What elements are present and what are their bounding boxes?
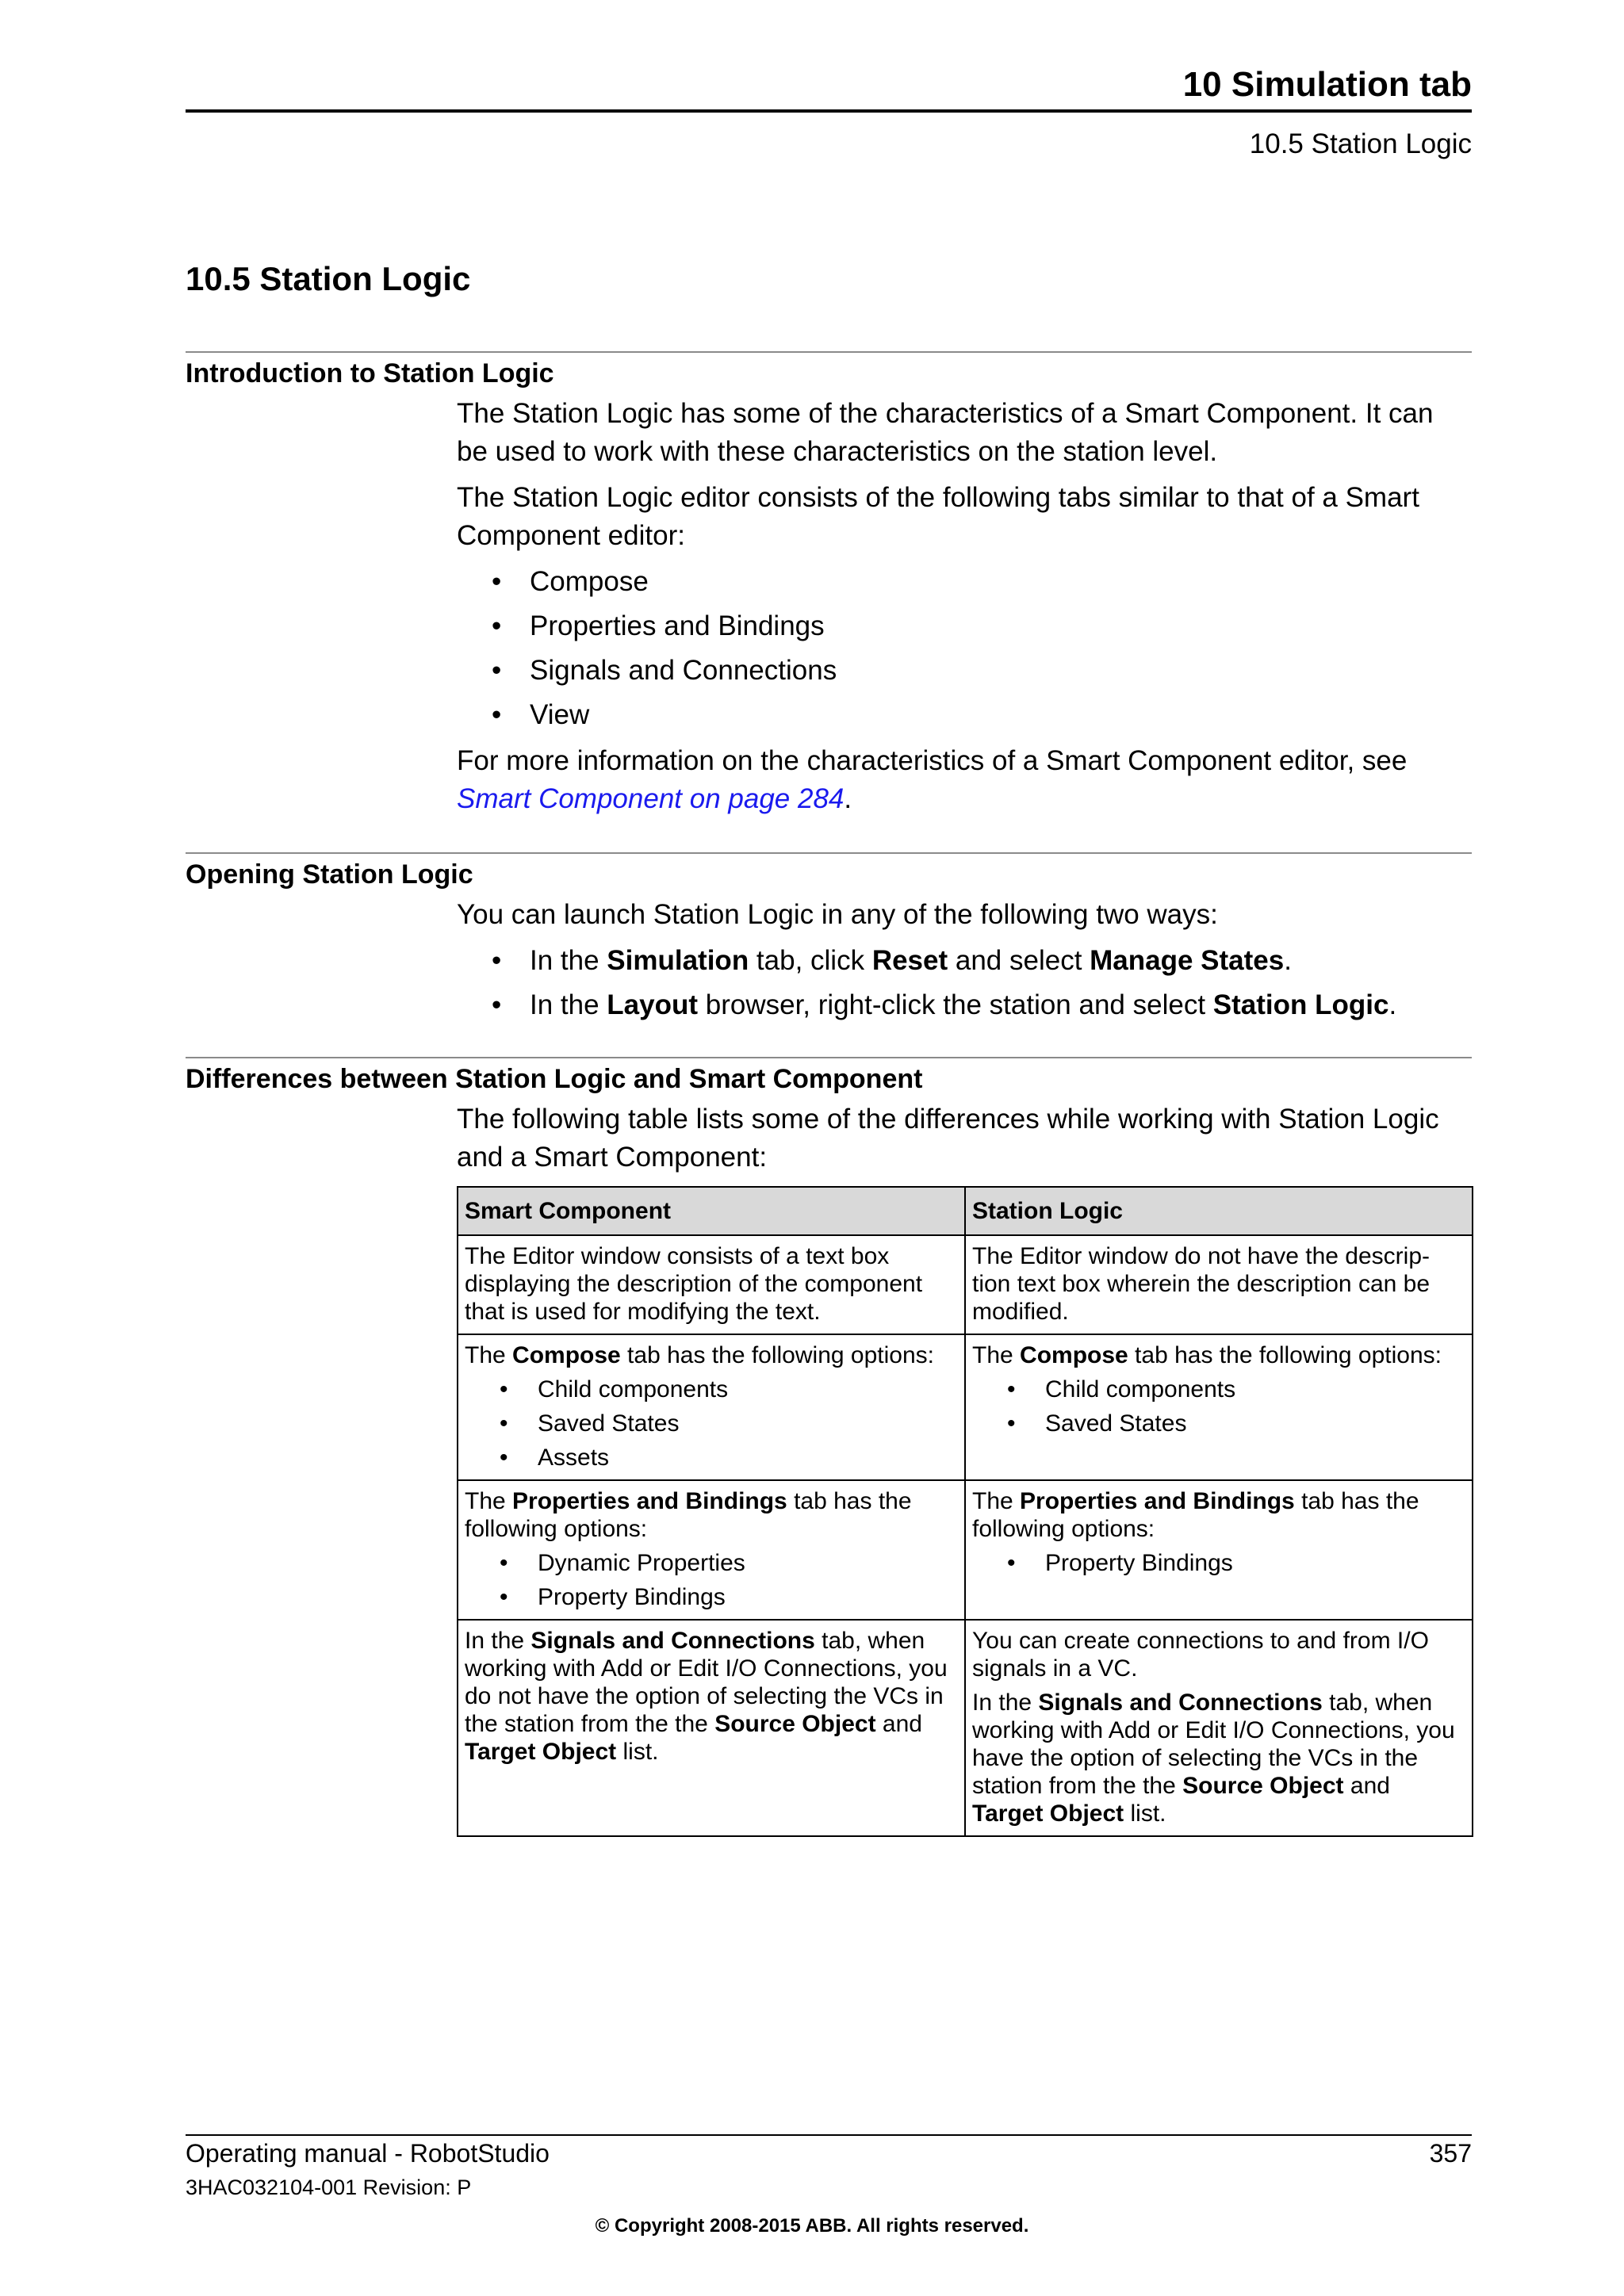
page-title: 10.5 Station Logic [186, 260, 471, 297]
table-cell: The Compose tab has the following options: • Child components • Saved States • Assets [458, 1334, 965, 1480]
intro-paragraph-2: The Station Logic editor consists of the following tabs similar to that of a Smart Component editor: [457, 482, 1419, 551]
intro-heading: Introduction to Station Logic [186, 358, 554, 388]
opening-body [457, 896, 1472, 1032]
section-divider [186, 351, 1472, 353]
table-cell: The Properties and Bindings tab has the following options: • Dynamic Properties • Property Bindings [458, 1480, 965, 1620]
intro-body [457, 395, 1472, 826]
more-info-paragraph: For more information on the characteristics of a Smart Component editor, see Smart Component on page 284. [457, 745, 1408, 814]
list-item: • Property Bindings [972, 1549, 1467, 1577]
list-item: • View [457, 696, 1472, 734]
list-item: • Child components [972, 1376, 1467, 1403]
list-item: • Saved States [465, 1410, 959, 1437]
differences-heading: Differences between Station Logic and Smart Component [186, 1064, 923, 1094]
section-divider [186, 852, 1472, 854]
table-cell: The Editor window consists of a text box displaying the description of the component that is used for modifying the text. [458, 1235, 965, 1334]
list-item: • In the Layout browser, right-click the station and select Station Logic. [457, 986, 1472, 1024]
copyright-notice: © Copyright 2008-2015 ABB. All rights reserved. [595, 2215, 1029, 2237]
table-header-row [458, 1187, 1473, 1235]
table-cell: The Compose tab has the following options: • Child components • Saved States [965, 1334, 1473, 1480]
list-item: • Dynamic Properties [465, 1549, 959, 1577]
manual-name: Operating manual - RobotStudio [186, 2139, 550, 2168]
list-item: • Signals and Connections [457, 652, 1472, 690]
list-item: • Child components [465, 1376, 959, 1403]
section-divider [186, 1057, 1472, 1058]
differences-paragraph: The following table lists some of the differences while working with Station Logic and a Smart Component: [457, 1104, 1439, 1173]
document-revision: 3HAC032104-001 Revision: P [186, 2175, 472, 2199]
opening-ways-list [457, 942, 1472, 1024]
header-rule [186, 109, 1472, 113]
list-item: • In the Simulation tab, click Reset and select Manage States. [457, 942, 1472, 980]
opening-paragraph: You can launch Station Logic in any of the following two ways: [457, 899, 1218, 930]
column-header-station-logic: Station Logic [965, 1187, 1473, 1235]
list-item: • Assets [465, 1444, 959, 1471]
footer-rule [186, 2134, 1472, 2136]
list-item: • Properties and Bindings [457, 607, 1472, 645]
differences-table [457, 1186, 1473, 1837]
column-header-smart-component: Smart Component [458, 1187, 965, 1235]
table-cell: The Editor window do not have the descrip-tion text box wherein the description can be modified. [965, 1235, 1473, 1334]
list-item: • Compose [457, 563, 1472, 601]
table-row [458, 1235, 1473, 1334]
table-cell: The Properties and Bindings tab has the following options: • Property Bindings [965, 1480, 1473, 1620]
table-cell: You can create connections to and from I/O signals in a VC. In the Signals and Connections tab, when working with Add or Edit I/O Connections, you have the option of selecting the VCs in the station from the the Source Object and Target Object list. [965, 1620, 1473, 1836]
table-row [458, 1334, 1473, 1480]
page-number: 357 [1429, 2139, 1472, 2168]
table-cell: In the Signals and Connections tab, when working with Add or Edit I/O Connections, you do not have the option of selecting the VCs in the station from the the Source Object and Target Object list. [458, 1620, 965, 1836]
table-row [458, 1480, 1473, 1620]
table-row [458, 1620, 1473, 1836]
differences-body [457, 1100, 1472, 1184]
intro-paragraph-1: The Station Logic has some of the characteristics of a Smart Component. It can be used to work with these characteristics on the station level. [457, 398, 1434, 467]
smart-component-link[interactable]: Smart Component on page 284 [457, 783, 845, 814]
opening-heading: Opening Station Logic [186, 859, 473, 890]
chapter-header: 10 Simulation tab [1182, 65, 1472, 104]
section-header: 10.5 Station Logic [1249, 128, 1472, 159]
editor-tabs-list [457, 563, 1472, 734]
list-item: • Saved States [972, 1410, 1467, 1437]
list-item: • Property Bindings [465, 1583, 959, 1611]
